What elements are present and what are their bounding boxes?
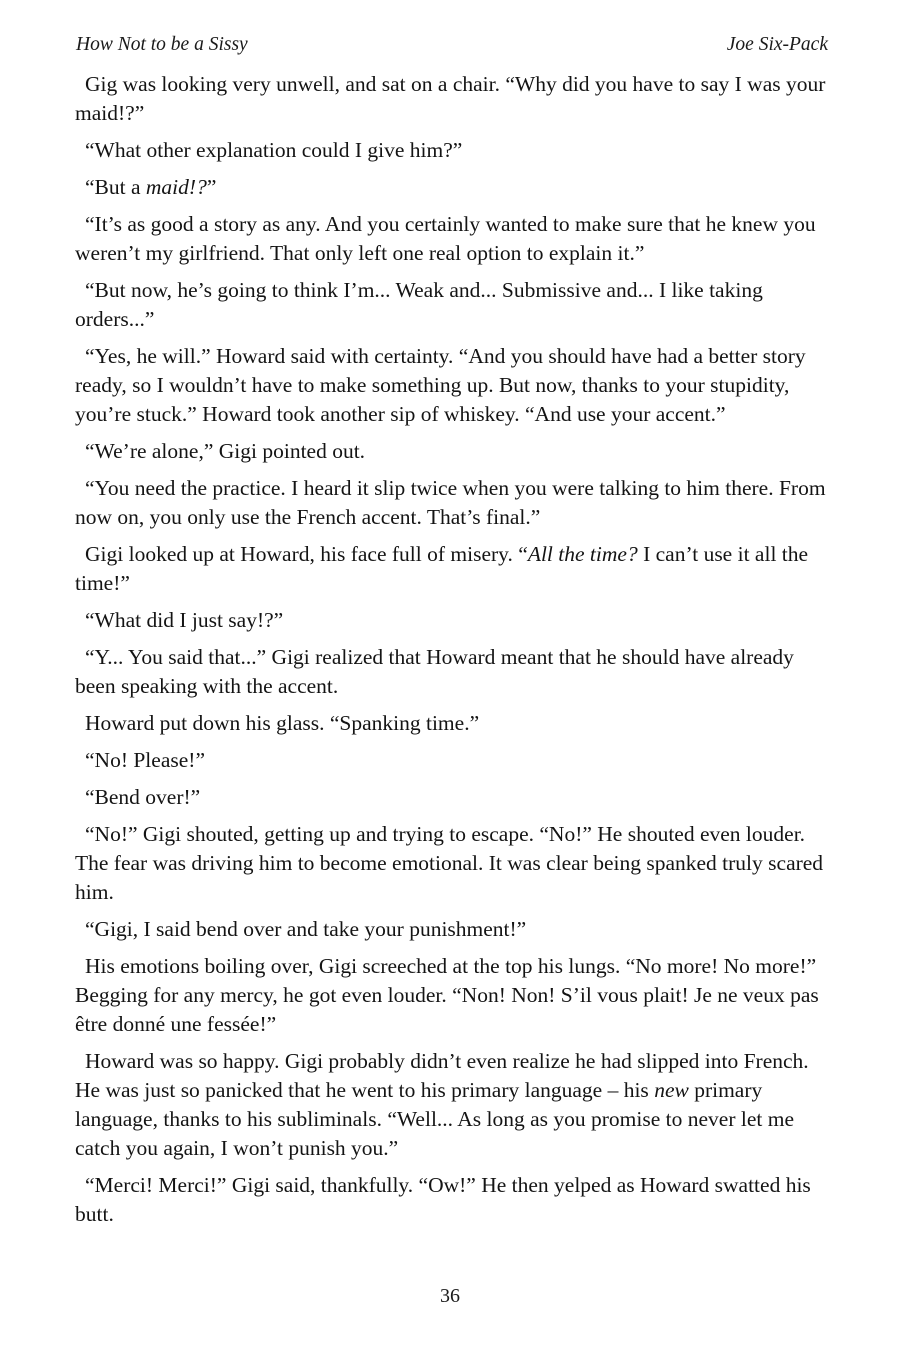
text-run: “Merci! Merci!” Gigi said, thankfully. “Ow!” He then yelped as Howard swatted his butt. bbox=[75, 1173, 811, 1226]
paragraph bbox=[75, 820, 827, 907]
text-run: “What other explanation could I give him?” bbox=[85, 138, 463, 162]
page-number: 36 bbox=[440, 1285, 460, 1307]
text-run: Howard was so happy. Gigi probably didn’t even realize he had slipped into French. He was just so panicked that he went to his primary language – his bbox=[75, 1049, 809, 1102]
running-header-author: Joe Six-Pack bbox=[726, 34, 828, 55]
paragraph bbox=[75, 1171, 827, 1229]
italic-run: maid!? bbox=[145, 175, 207, 199]
text-run: “Yes, he will.” Howard said with certainty. “And you should have had a better story ready, so I wouldn’t have to make something up. But now, thanks to your stupidity, you’re stuck.” Howard took another sip of whiskey. “And use your accent.” bbox=[75, 344, 806, 426]
paragraph bbox=[75, 709, 827, 738]
text-run: “But now, he’s going to think I’m... Weak and... Submissive and... I like taking orders...” bbox=[75, 278, 763, 331]
paragraph bbox=[75, 276, 827, 334]
story-body bbox=[75, 70, 827, 1237]
paragraph bbox=[75, 173, 827, 202]
italic-run: All the time? bbox=[527, 542, 638, 566]
paragraph bbox=[75, 136, 827, 165]
paragraph bbox=[75, 746, 827, 775]
paragraph bbox=[75, 915, 827, 944]
text-run: “Y... You said that...” Gigi realized that Howard meant that he should have already been speaking with the accent. bbox=[75, 645, 794, 698]
text-run: Gig was looking very unwell, and sat on a chair. “Why did you have to say I was your maid!?” bbox=[75, 72, 826, 125]
paragraph bbox=[75, 606, 827, 635]
text-run: Howard put down his glass. “Spanking time.” bbox=[85, 711, 480, 735]
running-header-title: How Not to be a Sissy bbox=[76, 34, 248, 55]
text-run: “Bend over!” bbox=[85, 785, 201, 809]
text-run: “No!” Gigi shouted, getting up and trying to escape. “No!” He shouted even louder. The fear was driving him to become emotional. It was clear being spanked truly scared him. bbox=[75, 822, 824, 904]
text-run: “No! Please!” bbox=[85, 748, 205, 772]
text-run: “But a bbox=[85, 175, 146, 199]
text-run: His emotions boiling over, Gigi screeched at the top his lungs. “No more! No more!” Begging for any mercy, he got even louder. “Non! Non! S’il vous plait! Je ne veux pas être donné une fessée!” bbox=[75, 954, 819, 1036]
text-run: ” bbox=[206, 175, 217, 199]
paragraph bbox=[75, 783, 827, 812]
paragraph bbox=[75, 643, 827, 701]
paragraph bbox=[75, 70, 827, 128]
text-run: “We’re alone,” Gigi pointed out. bbox=[85, 439, 366, 463]
paragraph bbox=[75, 210, 827, 268]
paragraph bbox=[75, 540, 827, 598]
page-footer bbox=[0, 1284, 900, 1308]
paragraph bbox=[75, 952, 827, 1039]
text-run: “You need the practice. I heard it slip twice when you were talking to him there. From now on, you only use the French accent. That’s final.” bbox=[75, 476, 826, 529]
paragraph bbox=[75, 342, 827, 429]
paragraph bbox=[75, 1047, 827, 1163]
italic-run: new bbox=[654, 1078, 689, 1102]
running-header bbox=[76, 33, 828, 57]
text-run: “It’s as good a story as any. And you certainly wanted to make sure that he knew you weren’t my girlfriend. That only left one real option to explain it.” bbox=[75, 212, 816, 265]
text-run: “Gigi, I said bend over and take your punishment!” bbox=[85, 917, 527, 941]
text-run: “What did I just say!?” bbox=[85, 608, 284, 632]
text-run: Gigi looked up at Howard, his face full of misery. “ bbox=[85, 542, 528, 566]
text-run: primary language, thanks to his subliminals. “Well... As long as you promise to never let me catch you again, I won’t punish you.” bbox=[75, 1078, 795, 1160]
text-run: I can’t use it all the time!” bbox=[75, 542, 809, 595]
paragraph bbox=[75, 437, 827, 466]
paragraph bbox=[75, 474, 827, 532]
